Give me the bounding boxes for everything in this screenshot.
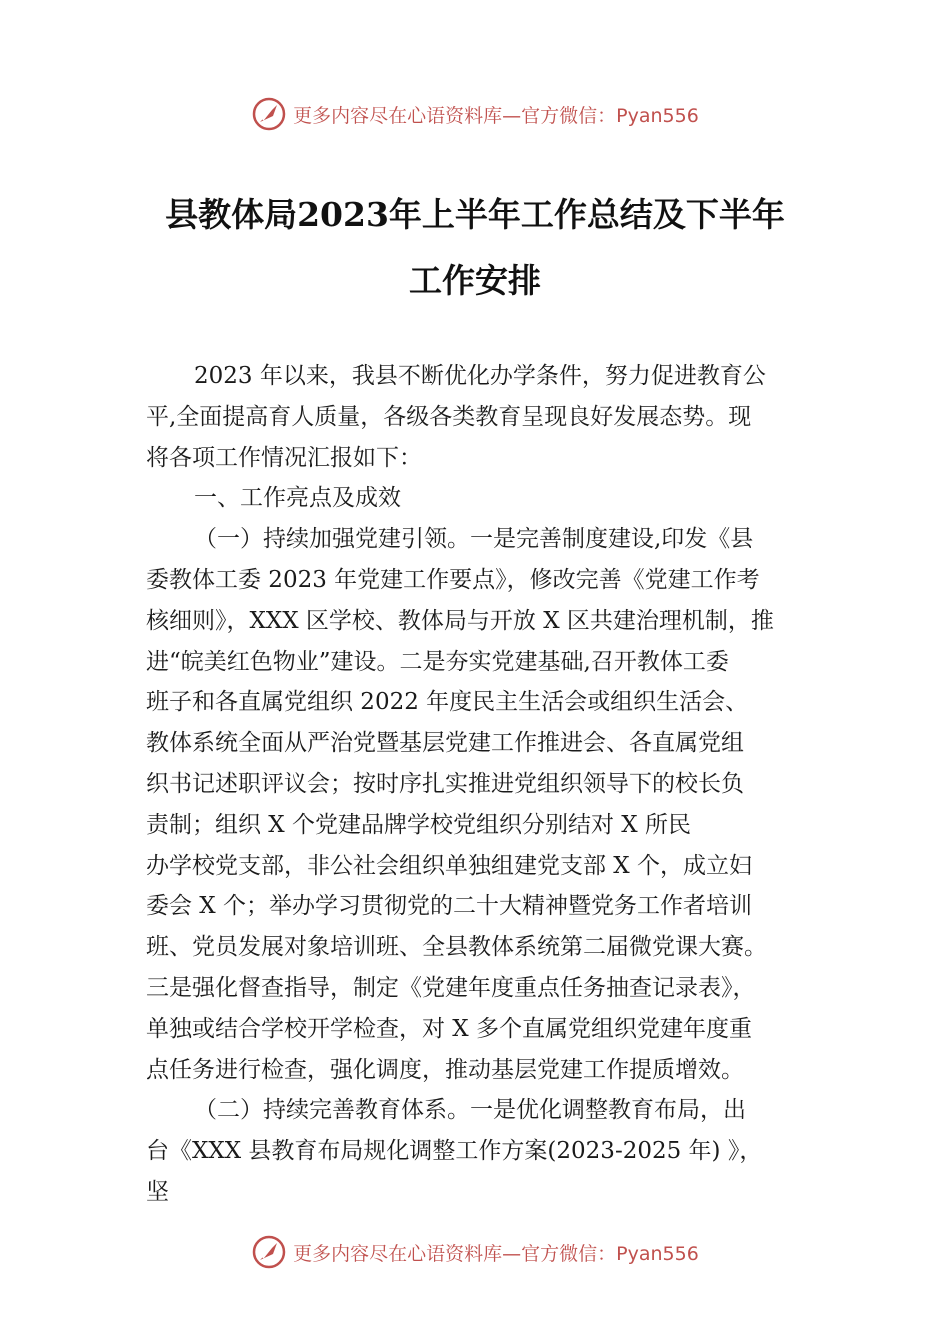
body-line: （一）持续加强党建引领。一是完善制度建设,印发《县 bbox=[194, 526, 754, 553]
body-line: 台《XXX 县教育布局规化调整工作方案(2023-2025 年) 》， bbox=[146, 1138, 763, 1165]
quill-logo-icon bbox=[251, 1234, 287, 1270]
body-line: 教体系统全面从严治党暨基层党建工作推进会、各直属党组 bbox=[146, 730, 744, 757]
watermark-banner-top bbox=[0, 96, 950, 132]
body-line: 班、党员发展对象培训班、全县教体系统第二届微党课大赛。 bbox=[146, 934, 767, 961]
section-heading: 一、工作亮点及成效 bbox=[194, 485, 401, 512]
body-line: （二）持续完善教育体系。一是优化调整教育布局，出 bbox=[194, 1097, 746, 1124]
body-line: 将各项工作情况汇报如下： bbox=[146, 444, 422, 471]
body-line: 责制；组织 X 个党建品牌学校党组织分别结对 X 所民 bbox=[146, 811, 691, 838]
document-body bbox=[146, 356, 810, 1213]
watermark-text-bottom: 更多内容尽在心语资料库—官方微信：Pyan556 bbox=[293, 1242, 699, 1265]
body-line: 核细则》，XXX 区学校、教体局与开放 X 区共建治理机制，推 bbox=[146, 607, 774, 634]
body-line: 委教体工委 2023 年党建工作要点》，修改完善《党建工作考 bbox=[146, 566, 760, 593]
watermark-banner-bottom bbox=[0, 1234, 950, 1270]
title-line-1: 县教体局2023年上半年工作总结及下半年 bbox=[165, 195, 785, 234]
watermark-text-top: 更多内容尽在心语资料库—官方微信：Pyan556 bbox=[293, 104, 699, 127]
document-title bbox=[140, 182, 810, 314]
body-line: 坚 bbox=[146, 1178, 169, 1205]
body-line: 班子和各直属党组织 2022 年度民主生活会或组织生活会、 bbox=[146, 689, 749, 716]
quill-logo-icon bbox=[251, 96, 287, 132]
body-line: 平,全面提高育人质量，各级各类教育呈现良好发展态势。现 bbox=[146, 403, 752, 430]
body-line: 委会 X 个；举办学习贯彻党的二十大精神暨党务工作者培训 bbox=[146, 893, 752, 920]
body-line: 办学校党支部，非公社会组织单独组建党支部 X 个，成立妇 bbox=[146, 852, 752, 879]
body-line: 三是强化督查指导，制定《党建年度重点任务抽查记录表》， bbox=[146, 974, 756, 1001]
body-line: 点任务进行检查，强化调度，推动基层党建工作提质增效。 bbox=[146, 1056, 744, 1083]
body-line: 单独或结合学校开学检查，对 X 多个直属党组织党建年度重 bbox=[146, 1015, 752, 1042]
body-line: 2023 年以来，我县不断优化办学条件，努力促进教育公 bbox=[194, 363, 766, 389]
body-line: 织书记述职评议会；按时序扎实推进党组织领导下的校长负 bbox=[146, 770, 744, 797]
title-line-2: 工作安排 bbox=[409, 261, 541, 300]
body-line: 进“皖美红色物业”建设。二是夯实党建基础,召开教体工委 bbox=[146, 648, 729, 675]
